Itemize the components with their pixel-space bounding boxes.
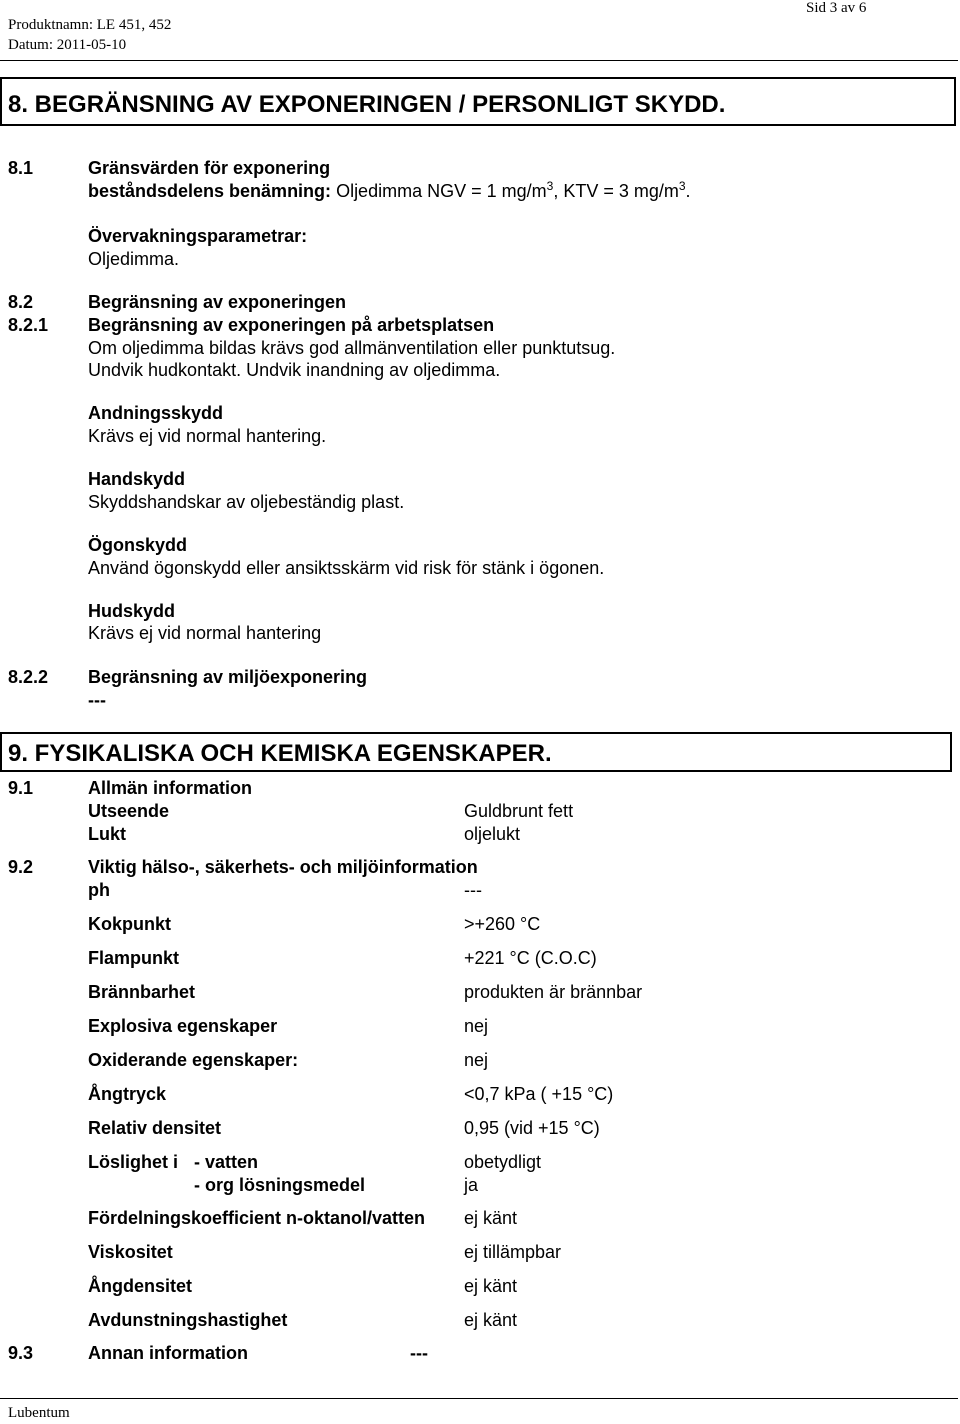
hand-label: Handskydd [88, 469, 186, 489]
property-label: Flampunkt [88, 948, 180, 968]
s93-title: Annan information [88, 1343, 248, 1363]
property-row-partition-coefficient [88, 1208, 928, 1232]
s91-title: Allmän information [88, 778, 253, 798]
s81-value-b: , KTV = 3 mg/m [553, 181, 679, 201]
eye-label: Ögonskydd [88, 535, 188, 555]
property-value: produkten är brännbar [464, 982, 643, 1002]
respiratory-label: Andningsskydd [88, 403, 224, 423]
s821-title: Begränsning av exponeringen på arbetsplatsen [88, 315, 495, 335]
property-value: >+260 °C [464, 914, 541, 934]
header-date: Datum: 2011-05-10 [8, 37, 127, 53]
s821-line1: Om oljedimma bildas krävs god allmänventilation eller punktutsug. [88, 338, 616, 358]
s81-label: beståndsdelens benämning: [88, 181, 332, 201]
property-row-vapour-density [88, 1276, 928, 1300]
property-label: Oxiderande egenskaper: [88, 1050, 299, 1070]
s93-value: --- [410, 1343, 428, 1363]
s81-sup1: 3 [546, 179, 554, 193]
property-value: ej tillämpbar [464, 1242, 562, 1262]
section8-title: 8. BEGRÄNSNING AV EXPONERINGEN / PERSONLIGT SKYDD. [8, 91, 726, 118]
s93-number: 9.3 [8, 1343, 34, 1363]
odor-label: Lukt [88, 824, 126, 844]
skin-label: Hudskydd [88, 601, 176, 621]
property-row-oxidizing [88, 1050, 928, 1074]
eye-value: Använd ögonskydd eller ansiktsskärm vid risk för stänk i ögonen. [88, 558, 605, 578]
property-label: ph [88, 880, 110, 900]
property-label: Viskositet [88, 1242, 173, 1262]
property-row-flash-point [88, 948, 928, 972]
property-value: --- [464, 880, 482, 900]
s91-number: 9.1 [8, 778, 34, 798]
property-value: ej känt [464, 1208, 518, 1228]
s92-title: Viktig hälso-, säkerhets- och miljöinformation [88, 857, 478, 877]
s82-title: Begränsning av exponeringen [88, 292, 347, 312]
property-value: 0,95 (vid +15 °C) [464, 1118, 600, 1138]
s81-value-a: Oljedimma NGV = 1 mg/m [336, 181, 547, 201]
odor-value: oljelukt [464, 824, 521, 844]
property-label: Avdunstningshastighet [88, 1310, 288, 1330]
s821-number: 8.2.1 [8, 315, 49, 335]
monitoring-label: Övervakningsparametrar: [88, 226, 308, 246]
s81-line [88, 181, 691, 202]
solubility-label: Löslighet i [88, 1152, 178, 1172]
property-label: Ångdensitet [88, 1276, 193, 1296]
hand-value: Skyddshandskar av oljebeständig plast. [88, 492, 405, 512]
s81-title: Gränsvärden för exponering [88, 158, 331, 178]
property-row-explosive [88, 1016, 928, 1040]
property-row-boiling-point [88, 914, 928, 938]
property-row-relative-density [88, 1118, 928, 1142]
solubility-org-value: ja [464, 1175, 479, 1195]
property-row-viscosity [88, 1242, 928, 1266]
s81-number: 8.1 [8, 158, 34, 178]
property-label: Kokpunkt [88, 914, 171, 934]
solubility-water-label: - vatten [194, 1152, 259, 1172]
property-row-ph [88, 880, 928, 904]
s822-value: --- [88, 690, 106, 710]
property-value: nej [464, 1016, 489, 1036]
s81-value-c: . [685, 181, 691, 201]
property-row-flammability [88, 982, 928, 1006]
header-rule [0, 60, 958, 61]
respiratory-value: Krävs ej vid normal hantering. [88, 426, 327, 446]
property-label: Brännbarhet [88, 982, 196, 1002]
property-row-evaporation-rate [88, 1310, 928, 1334]
property-row-vapour-pressure [88, 1084, 928, 1108]
property-value: <0,7 kPa ( +15 °C) [464, 1084, 614, 1104]
property-value: ej känt [464, 1310, 518, 1330]
appearance-label: Utseende [88, 801, 170, 821]
footer-company: Lubentum [8, 1405, 70, 1421]
property-value: ej känt [464, 1276, 518, 1296]
property-label: Fördelningskoefficient n-oktanol/vatten [88, 1208, 426, 1228]
s821-line2: Undvik hudkontakt. Undvik inandning av oljedimma. [88, 360, 501, 380]
footer-rule [0, 1398, 958, 1399]
property-value: +221 °C (C.O.C) [464, 948, 597, 968]
section9-title: 9. FYSIKALISKA OCH KEMISKA EGENSKAPER. [8, 740, 552, 767]
property-value: nej [464, 1050, 489, 1070]
monitoring-value: Oljedimma. [88, 249, 180, 269]
s822-title: Begränsning av miljöexponering [88, 667, 368, 687]
property-label: Ångtryck [88, 1084, 167, 1104]
skin-value: Krävs ej vid normal hantering [88, 623, 322, 643]
s81-sup2: 3 [678, 179, 686, 193]
s822-number: 8.2.2 [8, 667, 49, 687]
solubility-water-value: obetydligt [464, 1152, 542, 1172]
property-label: Explosiva egenskaper [88, 1016, 278, 1036]
header-page: Sid 3 av 6 [806, 0, 867, 16]
property-label: Relativ densitet [88, 1118, 222, 1138]
header-product: Produktnamn: LE 451, 452 [8, 17, 172, 33]
solubility-org-label: - org lösningsmedel [194, 1175, 366, 1195]
appearance-value: Guldbrunt fett [464, 801, 574, 821]
s92-number: 9.2 [8, 857, 34, 877]
s82-number: 8.2 [8, 292, 34, 312]
